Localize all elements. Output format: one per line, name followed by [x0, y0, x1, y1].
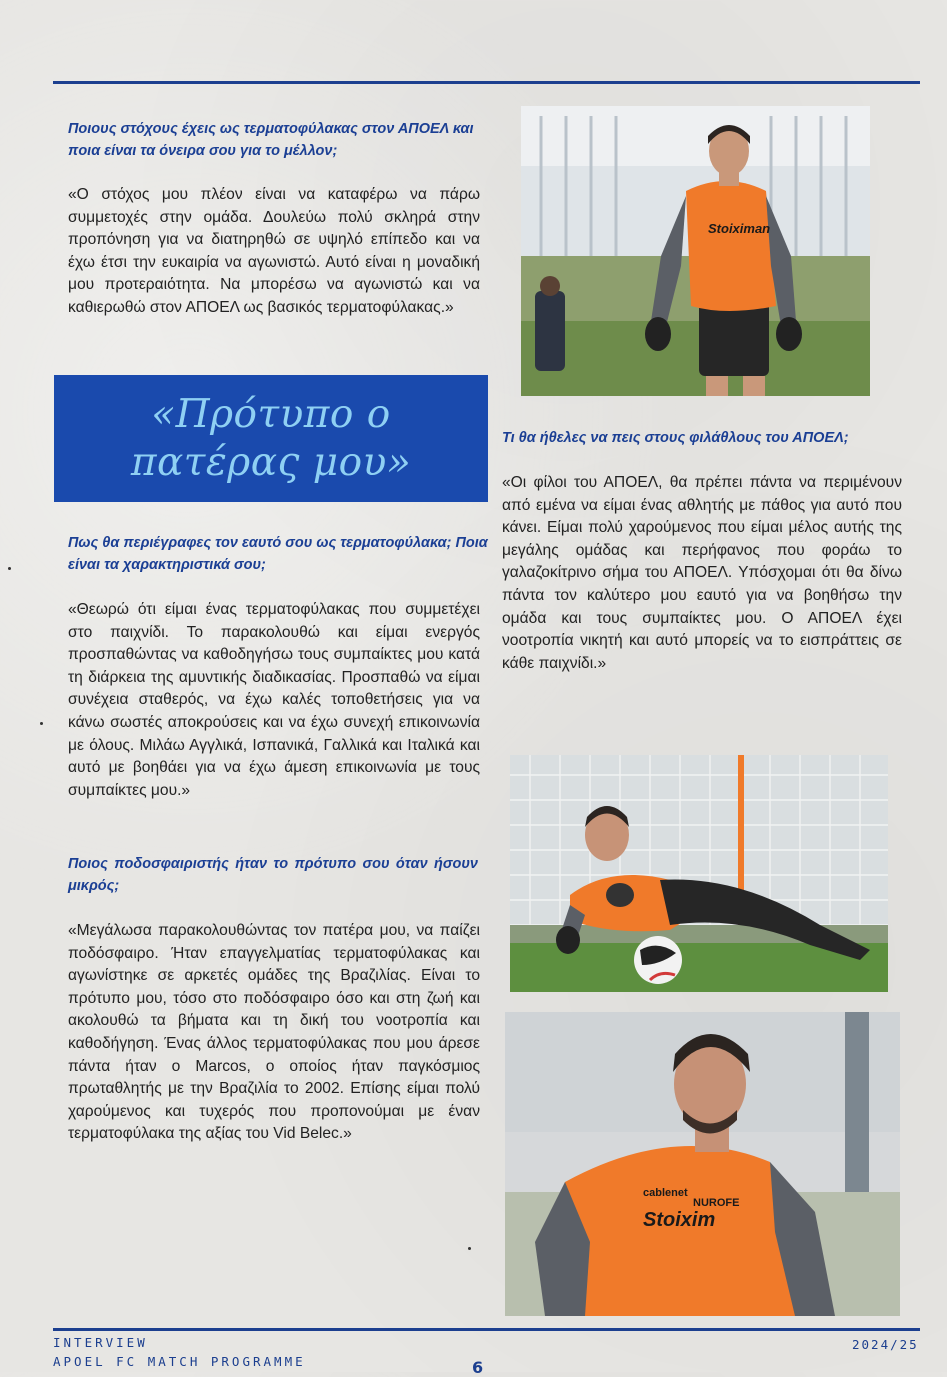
pull-quote: «Πρότυπο ο πατέρας μου»: [130, 391, 412, 485]
photo-goalkeeper-portrait: [505, 1012, 900, 1316]
paper-speck: [40, 722, 43, 725]
answer-fans-message: «Οι φίλοι του ΑΠΟΕΛ, θα πρέπει πάντα να περιμένουν από εμένα να είμαι ένας αθλητής με πάθος για αυτό που κάνει. Είμαι πολύ χαρούμενος που είμαι μέλος αυτής της μεγάλης ομάδας και περήφανος που φοράω το γαλαζοκίτρινο σήμα του ΑΠΟΕΛ. Υπόσχομαι ότι θα δίνω πάντα τον καλύτερο μου εαυτό για να βοηθήσω την ομάδα και τους συμπαίκτες μου. Ο ΑΠΟΕΛ έχει νοοτροπία νικητή και αυτό μπορείς να το εισπράττεις σε κάθε παιχνίδι.»: [502, 474, 902, 672]
footer-publication: APOEL FC MATCH PROGRAMME: [53, 1354, 306, 1369]
photo3-main-sponsor-text: Stoixim: [643, 1209, 716, 1231]
question-role-model: Ποιος ποδοσφαιριστής ήταν το πρότυπο σου όταν ήσουν μικρός;: [68, 856, 478, 894]
question-goals: Ποιους στόχους έχεις ως τερματοφύλακας στον ΑΠΟΕΛ και ποια είναι τα όνειρα σου για το μέλλον;: [68, 121, 474, 159]
paper-speck: [8, 567, 11, 570]
photo-goalkeeper-standing: [521, 106, 870, 396]
answer-goals: «Ο στόχος μου πλέον είναι να καταφέρω να πάρω συμμετοχές στην ομάδα. Δουλεύω πολύ σκληρά στην προπόνηση για να διατηρηθώ σε υψηλό επίπεδο και να έχω έτσι την ευκαιρία να αγωνιστώ. Αυτό είναι η μοναδική μου προτεραιότητα. Να μπορέσω να αγωνιστώ και να καθιερωθώ στον ΑΠΟΕΛ ως βασικός τερματοφύλακας.»: [68, 186, 480, 316]
paper-speck: [468, 1247, 471, 1250]
footer-section: INTERVIEW: [53, 1335, 148, 1350]
photo3-sponsor1-text: cablenet: [643, 1187, 688, 1199]
answer-role-model: «Μεγάλωσα παρακολουθώντας τον πατέρα μου, να παίζει ποδόσφαιρο. Ήταν επαγγελματίας τερματοφύλακας και αγωνίστηκε σε αρκετές ομάδες της Βραζιλίας. Είναι το πρότυπο μου, τόσο στο ποδόσφαιρο όσο και στη ζωή και ακολουθώ τα βήματα και τη δική του νοοτροπία και καθοδήγηση. Ένας άλλος τερματοφύλακας που μου άρεσε πάντα ήταν ο Marcos, ο οποίος ήταν παγκόσμιος πρωταθλητής με την Βραζιλία το 2002. Επίσης είμαι πολύ χαρούμενος και τυχερός που προπονούμαι με έναν τερματοφύλακα της αξίας του Vid Belec.»: [68, 922, 480, 1143]
question-fans-message: Τι θα ήθελες να πεις στους φιλάθλους του ΑΠΟΕΛ;: [502, 430, 849, 446]
footer-season: 2024/25: [852, 1337, 919, 1352]
photo-goalkeeper-diving: [510, 755, 888, 992]
bottom-rule: [53, 1328, 920, 1331]
answer-self-description: «Θεωρώ ότι είμαι ένας τερματοφύλακας που συμμετέχει στο παιχνίδι. Το παρακολουθώ και είμαι ενεργός προσπαθώντας να καθοδηγήσω τους συμπαίκτες μου κατά τη διάρκεια της αμυντικής διαδικασίας. Προσπαθώ να είμαι συνέχεια σταθερός, να έχω καλές τοποθετήσεις για να κάνω σωστές αποκρούσεις και να έχω συνεχή επικοινωνία με όλους. Μιλάω Αγγλικά, Ισπανικά, Γαλλικά και Ιταλικά και αυτό με βοηθάει για να έχω άμεση επικοινωνία με τους συμπαίκτες μου.»: [68, 601, 480, 799]
pull-quote-box: [54, 375, 488, 502]
top-rule: [53, 81, 920, 84]
photo3-sponsor2-text: NUROFE: [693, 1197, 740, 1209]
question-self-description: Πως θα περιέγραφες τον εαυτό σου ως τερματοφύλακα; Ποια είναι τα χαρακτηριστικά σου;: [68, 535, 488, 573]
photo1-sponsor-text: Stoiximan: [708, 221, 771, 236]
page-number: 6: [472, 1358, 484, 1377]
